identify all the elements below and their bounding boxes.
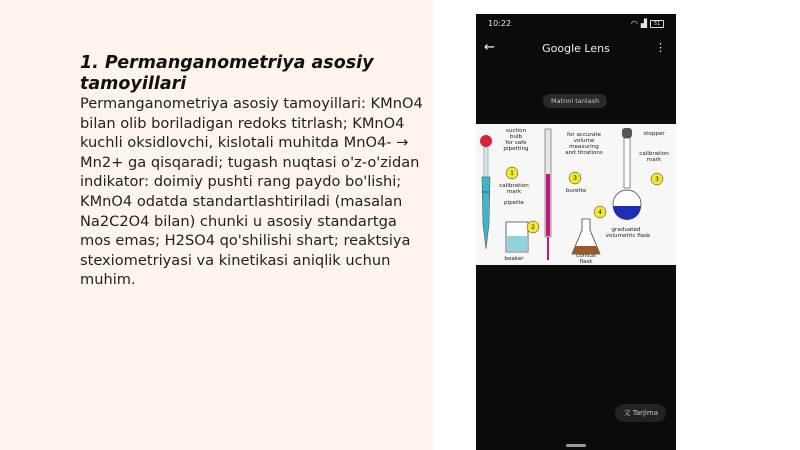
lab-equipment-illustration — [476, 124, 676, 265]
badge-3b: 3 — [655, 176, 659, 183]
translate-icon: 文 — [623, 409, 631, 417]
suction-bulb-shape — [480, 135, 492, 147]
label-conical-1: conical — [576, 253, 596, 259]
label-accurate-2: volume — [573, 138, 595, 144]
label-graduated-1: graduated — [611, 227, 641, 233]
label-stopper: stopper — [643, 131, 665, 137]
translate-label: Tarjima — [632, 409, 658, 417]
phone-screenshot — [476, 14, 676, 450]
slide-body-text: Permanganometriya asosiy tamoyillari: KMnO4 bilan olib boriladigan redoks titrlash; KMnO4 kuchli oksidlovchi, kislotali muhitda MnO4- → Mn2+ ga qisqaradi; tugash nuqtasi o'z-o'zidan indikator: doimiy pushti rang paydo bo'lishi; KMnO4 odatda standartlashtiriladi (masalan Na2C2O4 bilan) chunki u asosiy standartga mos emas; H2SO4 qo'shilishi shart; reaktsiya stexiometriyasi va kinetikasi aniqlik uchun muhim. — [80, 95, 423, 289]
label-burette: burette — [565, 188, 587, 194]
more-vert-icon[interactable]: ⋮ — [655, 41, 666, 54]
label-suction-2: bulb — [509, 134, 523, 140]
label-calibration-1: calibration — [499, 183, 529, 189]
badge-1: 1 — [510, 170, 514, 177]
label-conical-2: flask — [579, 259, 593, 265]
label-suction-3: for safe — [505, 140, 527, 146]
label-accurate-4: and titrations — [565, 150, 603, 156]
lens-image[interactable] — [476, 124, 676, 265]
status-icons — [631, 19, 664, 28]
badge-2: 2 — [531, 224, 535, 231]
slide-title: 1. Permanganometriya asosiy tamoyillari — [80, 53, 374, 94]
label-pipette: pipette — [504, 200, 524, 206]
back-arrow-icon[interactable]: ← — [484, 40, 495, 55]
badge-4: 4 — [598, 209, 602, 216]
label-calibration-2: mark — [506, 189, 522, 195]
label-calibration-4: mark — [646, 157, 662, 163]
status-time: 10:22 — [488, 19, 512, 28]
translate-button[interactable] — [615, 404, 666, 422]
battery-icon: 51 — [650, 20, 664, 28]
status-bar — [476, 14, 676, 34]
app-bar — [476, 36, 676, 62]
label-beaker: beaker — [504, 256, 524, 262]
label-accurate-3: measuring — [569, 144, 599, 150]
app-title: Google Lens — [542, 42, 610, 55]
label-suction-4: pipetting — [503, 146, 529, 152]
badge-3a: 3 — [573, 175, 577, 182]
label-calibration-3: calibration — [639, 151, 669, 157]
wifi-icon: ◠ — [630, 19, 638, 28]
stopper-shape — [622, 128, 632, 138]
signal-icon: ▟ — [640, 19, 647, 28]
gesture-nav-bar[interactable] — [566, 444, 586, 447]
label-suction-1: suction — [505, 128, 527, 134]
label-accurate-1: for accurate — [567, 132, 601, 138]
label-graduated-2: volumetric flask — [605, 233, 651, 239]
select-text-chip[interactable]: Matnni tanlash — [543, 94, 607, 108]
